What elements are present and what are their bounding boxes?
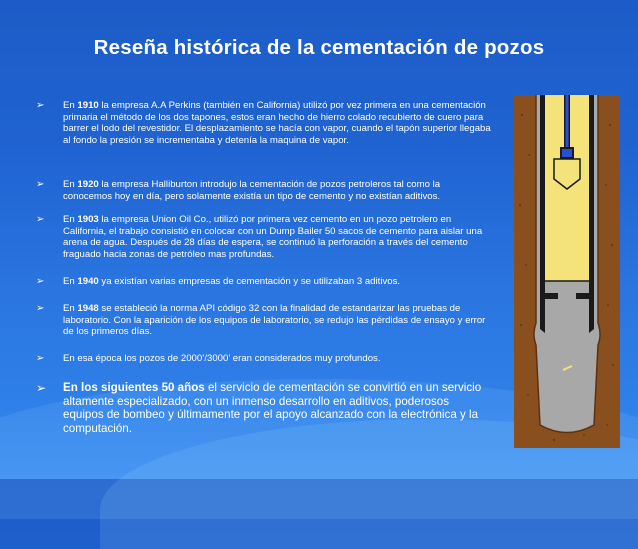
well-cementing-diagram xyxy=(514,95,620,448)
slide-title: Reseña histórica de la cementación de pozos xyxy=(93,36,545,59)
bullet-text: En 1920 la empresa Halliburton introdujo la cementación de pozos petroleros tal como la conocemos hoy en día, pero solamente existía un tipo de cemento y no existían aditivos. xyxy=(63,179,441,202)
cement-column xyxy=(545,281,589,327)
bullet-text: En 1940 ya existían varias empresas de cementación y se utilizaban 3 aditivos. xyxy=(63,276,401,287)
casing-wall-left xyxy=(540,95,545,327)
arrow-bullet-icon: ➢ xyxy=(36,100,45,111)
bullet-text: En esa época los pozos de 2000’/3000’ eran considerados muy profundos. xyxy=(63,353,381,364)
arrow-bullet-icon: ➢ xyxy=(36,276,45,287)
bullet-item xyxy=(36,381,491,435)
arrow-bullet-icon: ➢ xyxy=(36,353,45,364)
bullet-item xyxy=(36,179,491,202)
bullet-item xyxy=(36,100,491,146)
bullet-text: En los siguientes 50 años el servicio de cementación se convirtió en un servicio altamente especializado, con un inmenso desarrollo en aditivos, poderosos equipos de bombeo y últimamente por el apoyo alcanzado con la electrónica y la computación. xyxy=(63,381,482,435)
arrow-bullet-icon: ➢ xyxy=(36,179,45,190)
bullet-item xyxy=(36,353,491,365)
bullet-text: En 1910 la empresa A.A Perkins (también en California) utilizó por vez primera en una cementación primaria el método de los dos tapones, estos eran hecho de hierro colado recubierto de cuero para barrer el lodo del revestidor. El desplazamiento se hacía con vapor, cuando el tapón superior llegaba al fondo la presión se incrementaba y detenía la maquina de vapor. xyxy=(63,100,491,146)
bullet-item xyxy=(36,214,491,260)
bullet-item xyxy=(36,303,491,338)
casing-wall-right xyxy=(589,95,594,327)
pipe-fluid xyxy=(566,95,569,147)
bullet-text: En 1903 la empresa Union Oil Co., utilizó por primera vez cemento en un pozo petrolero en California, el trabajo consistió en colocar con un Dump Bailer 50 sacos de cemento para aislar una arena de agua. Después de 28 días de espera, se continuó la perforación a través del cemento fraguado hacia zonas de petróleo mas profundas. xyxy=(63,214,483,260)
bullet-text: En 1948 se estableció la norma API código 32 con la finalidad de estandarizar las pruebas de laboratorio. Con la aparición de los equipos de laboratorio, se redujo las pérdidas de ensayo y error de los primeros días. xyxy=(63,303,486,338)
float-valve-opening xyxy=(558,293,576,299)
bullet-item xyxy=(36,276,491,288)
arrow-bullet-icon: ➢ xyxy=(36,303,45,314)
arrow-bullet-icon: ➢ xyxy=(36,381,47,395)
arrow-bullet-icon: ➢ xyxy=(36,214,45,225)
head-fluid xyxy=(562,149,572,157)
